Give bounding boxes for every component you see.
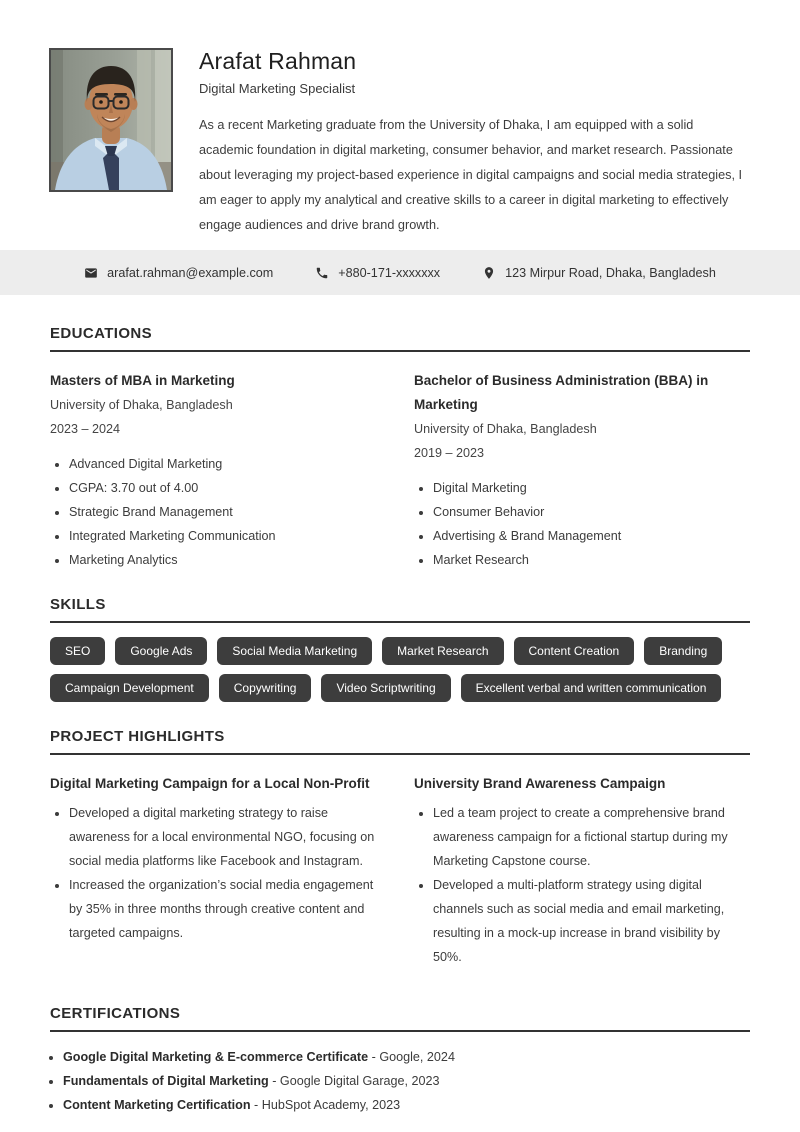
skill-badge: Content Creation bbox=[514, 637, 635, 665]
skill-badge: Excellent verbal and written communication bbox=[461, 674, 722, 702]
education-degree: Bachelor of Business Administration (BBA) in Marketing bbox=[414, 373, 709, 412]
skill-badge: Market Research bbox=[382, 637, 503, 665]
education-degree: Masters of MBA in Marketing bbox=[50, 373, 235, 388]
project-bullet: • Developed a digital marketing strategy to raise awareness for a local environmental NGO, focusing on social media platforms like Facebook and Instagram. bbox=[69, 801, 386, 873]
profile-summary: As a recent Marketing graduate from the University of Dhaka, I am equipped with a solid academic foundation in digital marketing, consumer behavior, and market research. Passionate about leveraging my project-based experience in digital campaigns and social media strategies, I am eager to apply my analytical and creative skills to a career in digital marketing to effectively engage audiences and drive brand growth. bbox=[199, 118, 743, 232]
educations-heading-row bbox=[50, 325, 750, 352]
contact-address-text: 123 Mirpur Road, Dhaka, Bangladesh bbox=[505, 265, 716, 280]
contact-email-text: arafat.rahman@example.com bbox=[107, 265, 274, 280]
education-item bbox=[50, 369, 386, 572]
project-bullet: • Developed a multi-platform strategy using digital channels such as social media and email marketing, resulting in a mock-up increase in brand visibility by 50%. bbox=[433, 873, 750, 969]
resume-body bbox=[0, 325, 800, 1117]
contact-phone bbox=[315, 266, 440, 280]
project-item bbox=[50, 772, 386, 969]
skills-heading-row bbox=[50, 596, 750, 623]
certifications-heading: CERTIFICATIONS bbox=[50, 1005, 181, 1022]
skills-pill-list bbox=[50, 637, 750, 702]
skill-badge: Video Scriptwriting bbox=[321, 674, 450, 702]
education-bullet: • Integrated Marketing Communication bbox=[69, 524, 386, 548]
profile-photo bbox=[49, 48, 173, 192]
project-bullet: • Increased the organization’s social media engagement by 35% in three months through creative content and targeted campaigns. bbox=[69, 873, 386, 945]
skill-badge: Campaign Development bbox=[50, 674, 209, 702]
skill-badge: Google Ads bbox=[115, 637, 207, 665]
certification-item bbox=[63, 1093, 750, 1117]
education-bullet: • CGPA: 3.70 out of 4.00 bbox=[69, 476, 386, 500]
section-projects bbox=[50, 728, 750, 969]
education-dates: 2019 – 2023 bbox=[414, 446, 485, 460]
contact-address bbox=[482, 266, 716, 280]
education-dates: 2023 – 2024 bbox=[50, 422, 121, 436]
certification-issuer: - HubSpot Academy, 2023 bbox=[254, 1098, 401, 1112]
contact-bar bbox=[0, 250, 800, 295]
projects-heading: PROJECT HIGHLIGHTS bbox=[50, 728, 225, 745]
educations-heading: EDUCATIONS bbox=[50, 325, 153, 342]
resume-header bbox=[0, 0, 800, 238]
education-bullet: • Advertising & Brand Management bbox=[433, 524, 750, 548]
person-name: Arafat Rahman bbox=[199, 48, 357, 74]
section-skills bbox=[50, 596, 750, 702]
certification-list bbox=[50, 1045, 750, 1117]
education-bullet-list bbox=[50, 452, 386, 572]
section-certifications bbox=[50, 1005, 750, 1117]
education-school: University of Dhaka, Bangladesh bbox=[50, 398, 233, 412]
certification-name: Google Digital Marketing & E-commerce Certificate bbox=[63, 1050, 369, 1064]
certification-item bbox=[63, 1069, 750, 1093]
skills-heading: SKILLS bbox=[50, 596, 106, 613]
skill-badge: Social Media Marketing bbox=[217, 637, 372, 665]
map-pin-icon bbox=[482, 266, 496, 280]
project-bullet-list bbox=[50, 801, 386, 945]
certification-name: Fundamentals of Digital Marketing bbox=[63, 1074, 269, 1088]
project-bullet-list bbox=[414, 801, 750, 969]
certifications-heading-row bbox=[50, 1005, 750, 1032]
profile-photo-illustration bbox=[51, 50, 171, 190]
contact-email bbox=[84, 266, 273, 280]
phone-icon bbox=[315, 266, 329, 280]
skill-badge: SEO bbox=[50, 637, 105, 665]
educations-columns bbox=[50, 369, 750, 572]
education-item bbox=[414, 369, 750, 572]
project-bullet: • Led a team project to create a comprehensive brand awareness campaign for a fictional startup during my Marketing Capstone course. bbox=[433, 801, 750, 873]
project-item bbox=[414, 772, 750, 969]
certification-item bbox=[63, 1045, 750, 1069]
person-job-title: Digital Marketing Specialist bbox=[199, 81, 356, 96]
envelope-icon bbox=[84, 266, 98, 280]
education-bullet-list bbox=[414, 476, 750, 572]
education-bullet: • Digital Marketing bbox=[433, 476, 750, 500]
contact-phone-text: +880-171-xxxxxxx bbox=[338, 265, 441, 280]
project-title: University Brand Awareness Campaign bbox=[414, 776, 666, 791]
education-bullet: • Strategic Brand Management bbox=[69, 500, 386, 524]
education-bullet: • Advanced Digital Marketing bbox=[69, 452, 386, 476]
skill-badge: Copywriting bbox=[219, 674, 312, 702]
education-bullet: • Market Research bbox=[433, 548, 750, 572]
education-bullet: • Marketing Analytics bbox=[69, 548, 386, 572]
certification-issuer: - Google Digital Garage, 2023 bbox=[272, 1074, 440, 1088]
projects-columns bbox=[50, 772, 750, 969]
section-educations bbox=[50, 325, 750, 572]
certification-issuer: - Google, 2024 bbox=[371, 1050, 455, 1064]
projects-heading-row bbox=[50, 728, 750, 755]
skill-badge: Branding bbox=[644, 637, 722, 665]
certification-name: Content Marketing Certification bbox=[63, 1098, 251, 1112]
education-school: University of Dhaka, Bangladesh bbox=[414, 422, 597, 436]
project-title: Digital Marketing Campaign for a Local Non-Profit bbox=[50, 776, 370, 791]
header-text bbox=[199, 48, 750, 238]
education-bullet: • Consumer Behavior bbox=[433, 500, 750, 524]
